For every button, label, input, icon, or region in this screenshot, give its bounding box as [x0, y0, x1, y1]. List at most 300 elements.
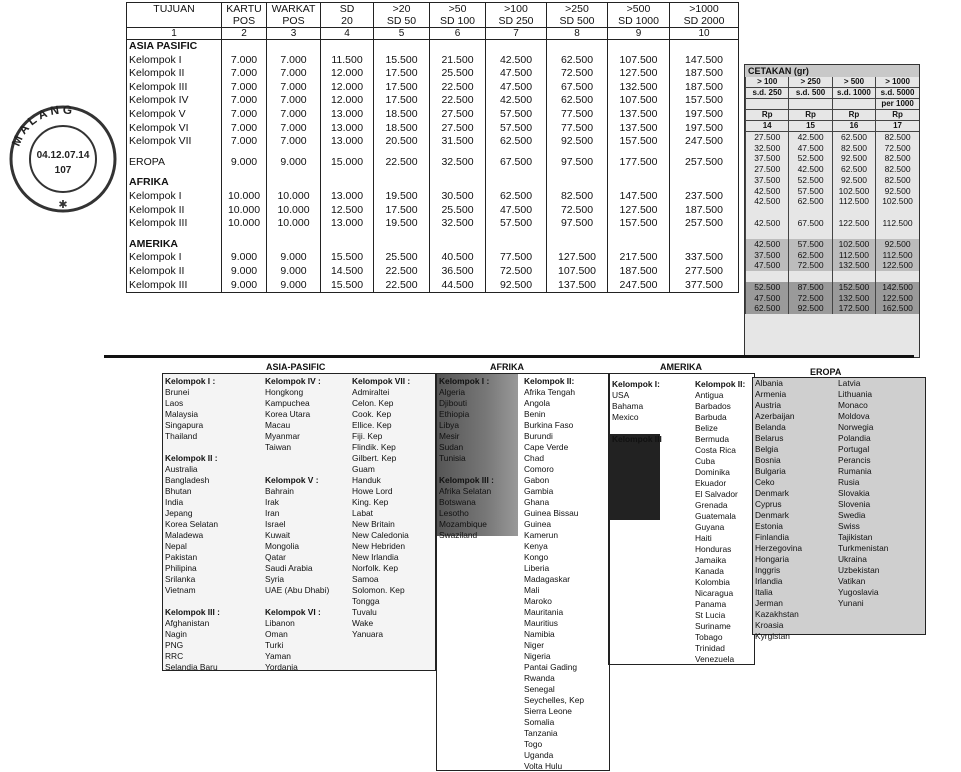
rate-value: 18.500 [374, 122, 430, 136]
country-item: Macau [265, 420, 291, 430]
group-name: Kelompok II [127, 204, 222, 218]
region-spacer [127, 169, 739, 176]
cetakan-value: 47.500 [789, 143, 832, 154]
country-item: Gabon [524, 475, 550, 485]
country-item: Kanada [695, 566, 724, 576]
cetakan-value: 32.500 [746, 143, 789, 154]
rate-value: 62.500 [486, 135, 547, 149]
rate-value: 13.000 [321, 108, 374, 122]
region-name: EROPA [127, 156, 222, 170]
cetakan-header-min [746, 77, 920, 88]
rate-value: 11.500 [321, 54, 374, 68]
country-item: Kongo [524, 552, 549, 562]
country-item: Sudan [439, 442, 464, 452]
country-item: Denmark [755, 488, 789, 498]
country-item: Algeria [439, 387, 466, 397]
country-item: Israel [265, 519, 286, 529]
country-item: Chad [524, 453, 545, 463]
group-name: Kelompok III [127, 81, 222, 95]
region-row [127, 176, 739, 190]
cetakan-header-cell: > 1000 [876, 77, 919, 88]
rate-value: 25.500 [374, 251, 430, 265]
country-item: Kampuchea [265, 398, 310, 408]
country-item: Belize [695, 423, 718, 433]
rate-value: 57.500 [486, 217, 547, 231]
country-item: Cook. Kep [352, 409, 392, 419]
country-item: Wake [352, 618, 374, 628]
rate-column-number: 5 [374, 28, 430, 40]
spacer-cell [127, 169, 222, 176]
region-name: ASIA PASIFIC [127, 40, 222, 54]
cetakan-header-cell [789, 99, 832, 110]
rate-header-line-2: SD 1000 [618, 15, 659, 27]
spacer-cell [547, 149, 608, 156]
rate-value: 127.500 [608, 67, 670, 81]
asia-group-list-1 [165, 376, 220, 673]
group-name: Kelompok I [127, 251, 222, 265]
rate-value: 197.500 [670, 122, 739, 136]
country-item: Lithuania [838, 389, 872, 399]
country-item: New Caledonia [352, 530, 409, 540]
rate-row [127, 190, 739, 204]
empty-cell [222, 238, 267, 252]
rate-value: 157.500 [608, 217, 670, 231]
country-item: Jamaika [695, 555, 727, 565]
cetakan-value: 72.500 [789, 293, 832, 304]
cetakan-value: 67.500 [789, 218, 832, 229]
rate-value: 12.500 [321, 204, 374, 218]
country-item: Maroko [524, 596, 552, 606]
rate-header-col-9 [608, 3, 670, 28]
cetakan-header-unit [746, 110, 920, 121]
country-item: Finlandia [755, 532, 789, 542]
country-item: Saudi Arabia [265, 563, 313, 573]
spacer-cell [222, 149, 267, 156]
rate-header-line-1: >1000 [689, 3, 719, 15]
europe-list-2 [838, 378, 888, 609]
cetakan-row [746, 218, 920, 229]
cetakan-value: 122.500 [832, 218, 875, 229]
spacer-cell [832, 228, 875, 239]
cetakan-value: 82.500 [876, 132, 919, 143]
country-item: Mozambique [439, 519, 487, 529]
rate-value: 17.500 [374, 94, 430, 108]
rate-header-line-2: SD 50 [386, 15, 417, 27]
cetakan-value: 112.500 [832, 196, 875, 207]
rate-value: 47.500 [486, 67, 547, 81]
group-label: Kelompok II : [165, 453, 218, 463]
region-row [127, 40, 739, 54]
country-item: Tuvalu [352, 607, 377, 617]
rate-value: 187.500 [608, 265, 670, 279]
rate-value: 27.500 [430, 108, 486, 122]
country-item: Guinea [524, 519, 552, 529]
empty-cell [486, 176, 547, 190]
country-item: Honduras [695, 544, 732, 554]
cetakan-header-cell [746, 99, 789, 110]
spacer-cell [789, 271, 832, 282]
cetakan-spacer [746, 207, 920, 218]
spacer-cell [321, 149, 374, 156]
country-item: Libya [439, 420, 460, 430]
rate-header-line-2: SD 100 [439, 15, 476, 27]
rate-column-number: 10 [670, 28, 739, 40]
rate-header-line-2: SD 2000 [683, 15, 725, 27]
rate-row [127, 54, 739, 68]
asia-pacific-header: ASIA-PASIFIC [266, 362, 326, 372]
rate-value: 9.000 [267, 156, 321, 170]
cetakan-column-numbers [746, 121, 920, 132]
country-item: Hongaria [755, 554, 789, 564]
cetakan-value: 52.500 [789, 153, 832, 164]
spacer-cell [746, 271, 789, 282]
country-item: Austria [755, 400, 782, 410]
cetakan-value: 52.500 [746, 282, 789, 293]
rate-value: 7.000 [222, 122, 267, 136]
empty-cell [670, 40, 739, 54]
country-item: Volta Hulu [524, 761, 563, 771]
country-item [265, 464, 329, 475]
country-item: Slovakia [838, 488, 870, 498]
rate-value: 9.000 [222, 265, 267, 279]
empty-cell [608, 40, 670, 54]
spacer-cell [608, 231, 670, 238]
country-item: Venezuela [695, 654, 735, 664]
country-item: Guyana [695, 522, 725, 532]
country-item: Ukraina [838, 554, 867, 564]
rate-value: 7.000 [267, 94, 321, 108]
rate-header-line-1: TUJUAN [153, 3, 195, 15]
group-name: Kelompok III [127, 279, 222, 293]
spacer-cell [876, 271, 919, 282]
spacer-cell [876, 207, 919, 218]
rate-column-number: 9 [608, 28, 670, 40]
country-item: Vietnam [165, 585, 196, 595]
country-item: Antigua [695, 390, 724, 400]
country-item: Nigeria [524, 651, 551, 661]
rate-value: 7.000 [267, 122, 321, 136]
country-item: Inggris [755, 565, 781, 575]
country-item: Maladewa [165, 530, 204, 540]
country-item: Albania [755, 378, 783, 388]
empty-cell [374, 40, 430, 54]
cetakan-row [746, 175, 920, 186]
empty-cell [321, 176, 374, 190]
region-name: AMERIKA [127, 238, 222, 252]
rate-value: 13.000 [321, 122, 374, 136]
rate-value: 22.500 [374, 279, 430, 293]
rate-value: 72.500 [547, 67, 608, 81]
rate-table-body [127, 40, 739, 293]
country-item: Armenia [755, 389, 787, 399]
cetakan-table [744, 64, 920, 358]
rate-row [127, 135, 739, 149]
cetakan-value: 92.500 [832, 175, 875, 186]
rate-value: 7.000 [267, 54, 321, 68]
rate-header-line-2: 20 [341, 15, 353, 27]
country-item: Guatemala [695, 511, 736, 521]
rate-value: 107.500 [547, 265, 608, 279]
cetakan-value: 72.500 [789, 260, 832, 271]
spacer-cell [267, 169, 321, 176]
rate-value: 25.500 [430, 204, 486, 218]
country-item: Guinea Bissau [524, 508, 579, 518]
rate-value: 9.000 [267, 251, 321, 265]
america-group-list-2 [695, 379, 745, 665]
cetakan-value: 112.500 [876, 250, 919, 261]
rate-header-col-2 [222, 3, 267, 28]
cetakan-value: 92.500 [876, 239, 919, 250]
rate-value: 22.500 [430, 94, 486, 108]
country-item: Norwegia [838, 422, 874, 432]
rate-value: 22.500 [374, 265, 430, 279]
rate-value: 13.000 [321, 217, 374, 231]
cetakan-grid [745, 77, 919, 314]
country-item: Handuk [352, 475, 381, 485]
rate-value: 18.500 [374, 108, 430, 122]
rate-value: 15.000 [321, 156, 374, 170]
empty-cell [321, 40, 374, 54]
country-item: Sierra Leone [524, 706, 572, 716]
rate-value: 15.500 [321, 251, 374, 265]
spacer-cell [746, 228, 789, 239]
cetakan-value: 82.500 [876, 164, 919, 175]
country-item: Nepal [165, 541, 187, 551]
group-label: Kelompok III : [165, 607, 220, 617]
cetakan-row [746, 250, 920, 261]
country-item: Jerman [755, 598, 783, 608]
country-item: Afghanistan [165, 618, 210, 628]
cetakan-value: 47.500 [746, 293, 789, 304]
country-item [612, 423, 662, 434]
rate-value: 40.500 [430, 251, 486, 265]
group-label: Kelompok VI : [265, 607, 321, 617]
country-item: Slovenia [838, 499, 871, 509]
rate-value: 19.500 [374, 217, 430, 231]
rate-value: 9.000 [267, 279, 321, 293]
region-name: AFRIKA [127, 176, 222, 190]
cetakan-value: 72.500 [876, 143, 919, 154]
cetakan-value: 42.500 [746, 218, 789, 229]
rate-value: 82.500 [547, 190, 608, 204]
cetakan-row [746, 239, 920, 250]
country-item: Cuba [695, 456, 716, 466]
country-item: Pantai Gading [524, 662, 578, 672]
cetakan-row [746, 293, 920, 304]
rate-value: 42.500 [486, 54, 547, 68]
country-item: Afrika Selatan [439, 486, 492, 496]
country-item: Seychelles, Kep [524, 695, 585, 705]
rate-value: 12.000 [321, 94, 374, 108]
country-item: Ghana [524, 497, 550, 507]
spacer-cell [430, 149, 486, 156]
group-name: Kelompok V [127, 108, 222, 122]
empty-cell [670, 238, 739, 252]
cetakan-header-cell: > 100 [746, 77, 789, 88]
cetakan-row [746, 260, 920, 271]
country-item: Benin [524, 409, 546, 419]
cetakan-value: 92.500 [789, 303, 832, 314]
cetakan-header-cell: > 250 [789, 77, 832, 88]
rate-table-header [127, 3, 739, 28]
spacer-cell [486, 169, 547, 176]
rate-value: 137.500 [547, 279, 608, 293]
country-item: Angola [524, 398, 551, 408]
region-row [127, 238, 739, 252]
rate-value: 237.500 [670, 190, 739, 204]
rate-header-line-1: >100 [504, 3, 528, 15]
country-item: Bahama [612, 401, 644, 411]
rate-header-line-1: >250 [565, 3, 589, 15]
country-item: Iran [265, 508, 280, 518]
cetakan-value: 37.500 [746, 175, 789, 186]
cetakan-value: 37.500 [746, 250, 789, 261]
rate-value: 77.500 [547, 122, 608, 136]
country-item: Mauritania [524, 607, 564, 617]
rate-value: 10.000 [222, 217, 267, 231]
country-item [439, 464, 494, 475]
africa-group-list-1 [439, 376, 494, 541]
country-item: Cyprus [755, 499, 782, 509]
spacer-cell [321, 231, 374, 238]
rate-value: 9.000 [267, 265, 321, 279]
country-item: Madagaskar [524, 574, 571, 584]
country-item: Gambia [524, 486, 554, 496]
rate-value: 67.500 [486, 156, 547, 170]
rate-header-col-4 [321, 3, 374, 28]
country-item: Turkmenistan [838, 543, 889, 553]
rate-value: 77.500 [547, 108, 608, 122]
rate-header-line-1: >20 [392, 3, 411, 15]
cetakan-value: 102.500 [832, 186, 875, 197]
empty-cell [430, 176, 486, 190]
cetakan-header-cell: Rp [832, 110, 875, 121]
region-spacer [127, 149, 739, 156]
country-item: Thailand [165, 431, 198, 441]
rate-value: 36.500 [430, 265, 486, 279]
rate-value: 7.000 [222, 108, 267, 122]
rate-value: 277.500 [670, 265, 739, 279]
country-item: Flindik. Kep [352, 442, 396, 452]
cetakan-row [746, 303, 920, 314]
country-item: PNG [165, 640, 184, 650]
group-label: Kelompok I: [612, 379, 660, 389]
cetakan-value: 57.500 [789, 186, 832, 197]
country-item: Norfolk. Kep [352, 563, 399, 573]
empty-cell [486, 40, 547, 54]
spacer-cell [374, 149, 430, 156]
cetakan-value: 132.500 [832, 260, 875, 271]
cetakan-header-cell [832, 99, 875, 110]
cetakan-value: 82.500 [832, 143, 875, 154]
cetakan-value: 122.500 [876, 260, 919, 271]
rate-header-line-1: SD [339, 3, 355, 15]
europe-list-1 [755, 378, 802, 642]
rate-value: 30.500 [430, 190, 486, 204]
country-item: Philipina [165, 563, 197, 573]
country-item: UAE (Abu Dhabi) [265, 585, 330, 595]
cetakan-column-number: 16 [832, 121, 875, 132]
cetakan-body [746, 132, 920, 314]
cetakan-value: 102.500 [876, 196, 919, 207]
group-label: Kelompok II: [695, 379, 746, 389]
spacer-cell [222, 169, 267, 176]
cetakan-value: 37.500 [746, 153, 789, 164]
rate-header-col-10 [670, 3, 739, 28]
rate-row [127, 122, 739, 136]
cetakan-value: 132.500 [832, 293, 875, 304]
cetakan-row [746, 282, 920, 293]
empty-cell [430, 40, 486, 54]
rate-value: 187.500 [670, 67, 739, 81]
country-item: Hongkong [265, 387, 304, 397]
country-item: Polandia [838, 433, 871, 443]
cetakan-value: 27.500 [746, 132, 789, 143]
country-item: Haiti [695, 533, 712, 543]
stamp-code: 107 [54, 165, 72, 176]
rate-value: 7.000 [267, 67, 321, 81]
rate-value: 47.500 [486, 81, 547, 95]
rate-value: 107.500 [608, 54, 670, 68]
rate-value: 217.500 [608, 251, 670, 265]
country-item: Admiraltei [352, 387, 390, 397]
country-item: Portugal [838, 444, 870, 454]
spacer-cell [486, 149, 547, 156]
group-label: Kelompok I : [439, 376, 490, 386]
country-item: Djibouti [439, 398, 467, 408]
cetakan-value: 47.500 [746, 260, 789, 271]
cetakan-header-extra [746, 99, 920, 110]
rate-value: 77.500 [486, 251, 547, 265]
rate-header-line-2: POS [282, 15, 305, 27]
country-item: Estonia [755, 521, 783, 531]
stamp-city: MALANG [8, 102, 76, 149]
country-item [165, 596, 220, 607]
country-item: Burundi [524, 431, 553, 441]
africa-header: AFRIKA [490, 362, 524, 372]
empty-cell [670, 176, 739, 190]
cetakan-value: 42.500 [746, 239, 789, 250]
rate-value: 10.000 [222, 204, 267, 218]
country-item: Kenya [524, 541, 548, 551]
country-item: Fiji. Kep [352, 431, 383, 441]
cetakan-spacer [746, 228, 920, 239]
country-item: Rumania [838, 466, 872, 476]
rate-value: 25.500 [430, 67, 486, 81]
country-item: Yunani [838, 598, 864, 608]
empty-cell [486, 238, 547, 252]
region-spacer [127, 231, 739, 238]
cetakan-header-cell: per 1000 [876, 99, 919, 110]
rate-header-line-1: >50 [448, 3, 467, 15]
rate-row [127, 94, 739, 108]
rate-value: 7.000 [222, 94, 267, 108]
group-name: Kelompok IV [127, 94, 222, 108]
rate-value: 31.500 [430, 135, 486, 149]
cetakan-value: 82.500 [876, 175, 919, 186]
group-name: Kelompok II [127, 67, 222, 81]
rate-value: 92.500 [547, 135, 608, 149]
rate-header-col-1 [127, 3, 222, 28]
country-item: New Britain [352, 519, 395, 529]
spacer-cell [876, 228, 919, 239]
country-item: Bhutan [165, 486, 192, 496]
spacer-cell [832, 207, 875, 218]
country-item: Selandia Baru [165, 662, 218, 672]
country-item: Perancis [838, 455, 871, 465]
rate-value: 42.500 [486, 94, 547, 108]
postmark-stamp [4, 100, 122, 218]
